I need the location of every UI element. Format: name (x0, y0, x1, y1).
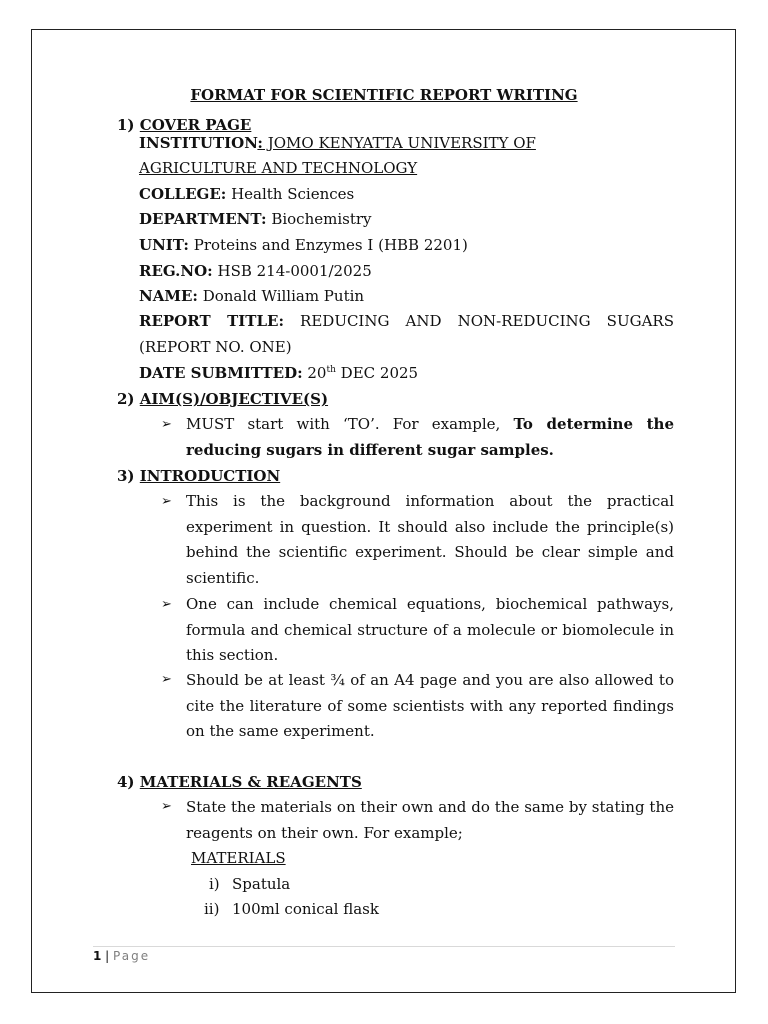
footer-separator: | (101, 949, 114, 963)
field-value-line1: JOMO KENYATTA UNIVERSITY OF (262, 134, 536, 152)
field-value: Donald William Putin (197, 287, 365, 305)
section-aims-heading (117, 389, 328, 409)
field-regno (139, 261, 372, 281)
field-value: Health Sciences (226, 185, 355, 203)
arrow-bullet-icon: ➢ (161, 799, 172, 814)
intro-bullet-1: This is the background information about the practical experiment in question. It should also include the principle(s) behind the scientific experiment. Should be clear simple and scientific. (186, 492, 674, 587)
field-name (139, 286, 364, 306)
field-college (139, 184, 354, 204)
field-value: Biochemistry (266, 210, 372, 228)
field-department (139, 209, 372, 229)
section-cover-heading (117, 115, 251, 135)
arrow-bullet-icon: ➢ (161, 494, 172, 509)
field-value-part1 (257, 134, 536, 152)
field-colon: : (257, 134, 263, 152)
field-label: DATE SUBMITTED: (139, 364, 303, 382)
field-report-title (139, 309, 674, 360)
section-materials-heading (117, 772, 362, 792)
field-institution (139, 133, 536, 153)
intro-bullet-2: One can include chemical equations, biochemical pathways, formula and chemical structure of a molecule or biomolecule in this section. (186, 595, 674, 665)
arrow-bullet-icon: ➢ (161, 417, 172, 432)
section-number: 4) (117, 773, 135, 791)
page-number: 1 (93, 949, 102, 963)
document-title: FORMAT FOR SCIENTIFIC REPORT WRITING (190, 86, 578, 104)
list-item: 100ml conical flask (232, 900, 379, 918)
field-label: NAME: (139, 287, 198, 305)
field-label: REG.NO: (139, 262, 213, 280)
field-date-submitted (139, 363, 418, 383)
section-title: MATERIALS & REAGENTS (139, 773, 362, 791)
materials-sublabel: MATERIALS (191, 849, 286, 867)
intro-bullet-3: Should be at least ¾ of an A4 page and you are also allowed to cite the literature of some scientists with any reported findings on the same experiment. (186, 671, 674, 741)
section-number: 3) (117, 467, 135, 485)
field-value: Proteins and Enzymes I (HBB 2201) (188, 236, 468, 254)
list-item: Spatula (232, 875, 291, 893)
date-month-year: DEC 2025 (335, 364, 419, 382)
section-number: 1) (117, 116, 135, 134)
field-label: UNIT: (139, 236, 189, 254)
arrow-bullet-icon: ➢ (161, 672, 172, 687)
field-label: INSTITUTION (139, 134, 258, 152)
footer-divider (93, 946, 675, 947)
materials-bullet: State the materials on their own and do the same by stating the reagents on their own. For example; (186, 798, 674, 842)
field-institution-line2: AGRICULTURE AND TECHNOLOGY (139, 159, 418, 177)
field-label: DEPARTMENT: (139, 210, 267, 228)
footer-page-word: Page (113, 949, 151, 963)
section-title: AIM(S)/OBJECTIVE(S) (139, 390, 329, 408)
bullet-bold-example: To determine the reducing sugars in different sugar samples. (186, 415, 674, 459)
date-ordinal: th (326, 365, 336, 375)
bullet-text: MUST start with ‘TO’. For example, (186, 415, 514, 433)
section-title: INTRODUCTION (139, 467, 281, 485)
field-label: COLLEGE: (139, 185, 227, 203)
field-value: HSB 214-0001/2025 (212, 262, 372, 280)
field-value: REDUCING AND NON-REDUCING SUGARS (REPORT NO. ONE) (139, 312, 674, 356)
arrow-bullet-icon: ➢ (161, 597, 172, 612)
list-item-number: ii) (204, 900, 220, 918)
list-item-number: i) (209, 875, 220, 893)
field-unit (139, 235, 468, 255)
page-footer (93, 948, 150, 964)
date-day: 20 (302, 364, 327, 382)
section-number: 2) (117, 390, 135, 408)
section-title: COVER PAGE (139, 116, 252, 134)
field-label: REPORT TITLE: (139, 312, 284, 330)
aims-bullet (186, 412, 674, 463)
section-introduction-heading (117, 466, 280, 486)
